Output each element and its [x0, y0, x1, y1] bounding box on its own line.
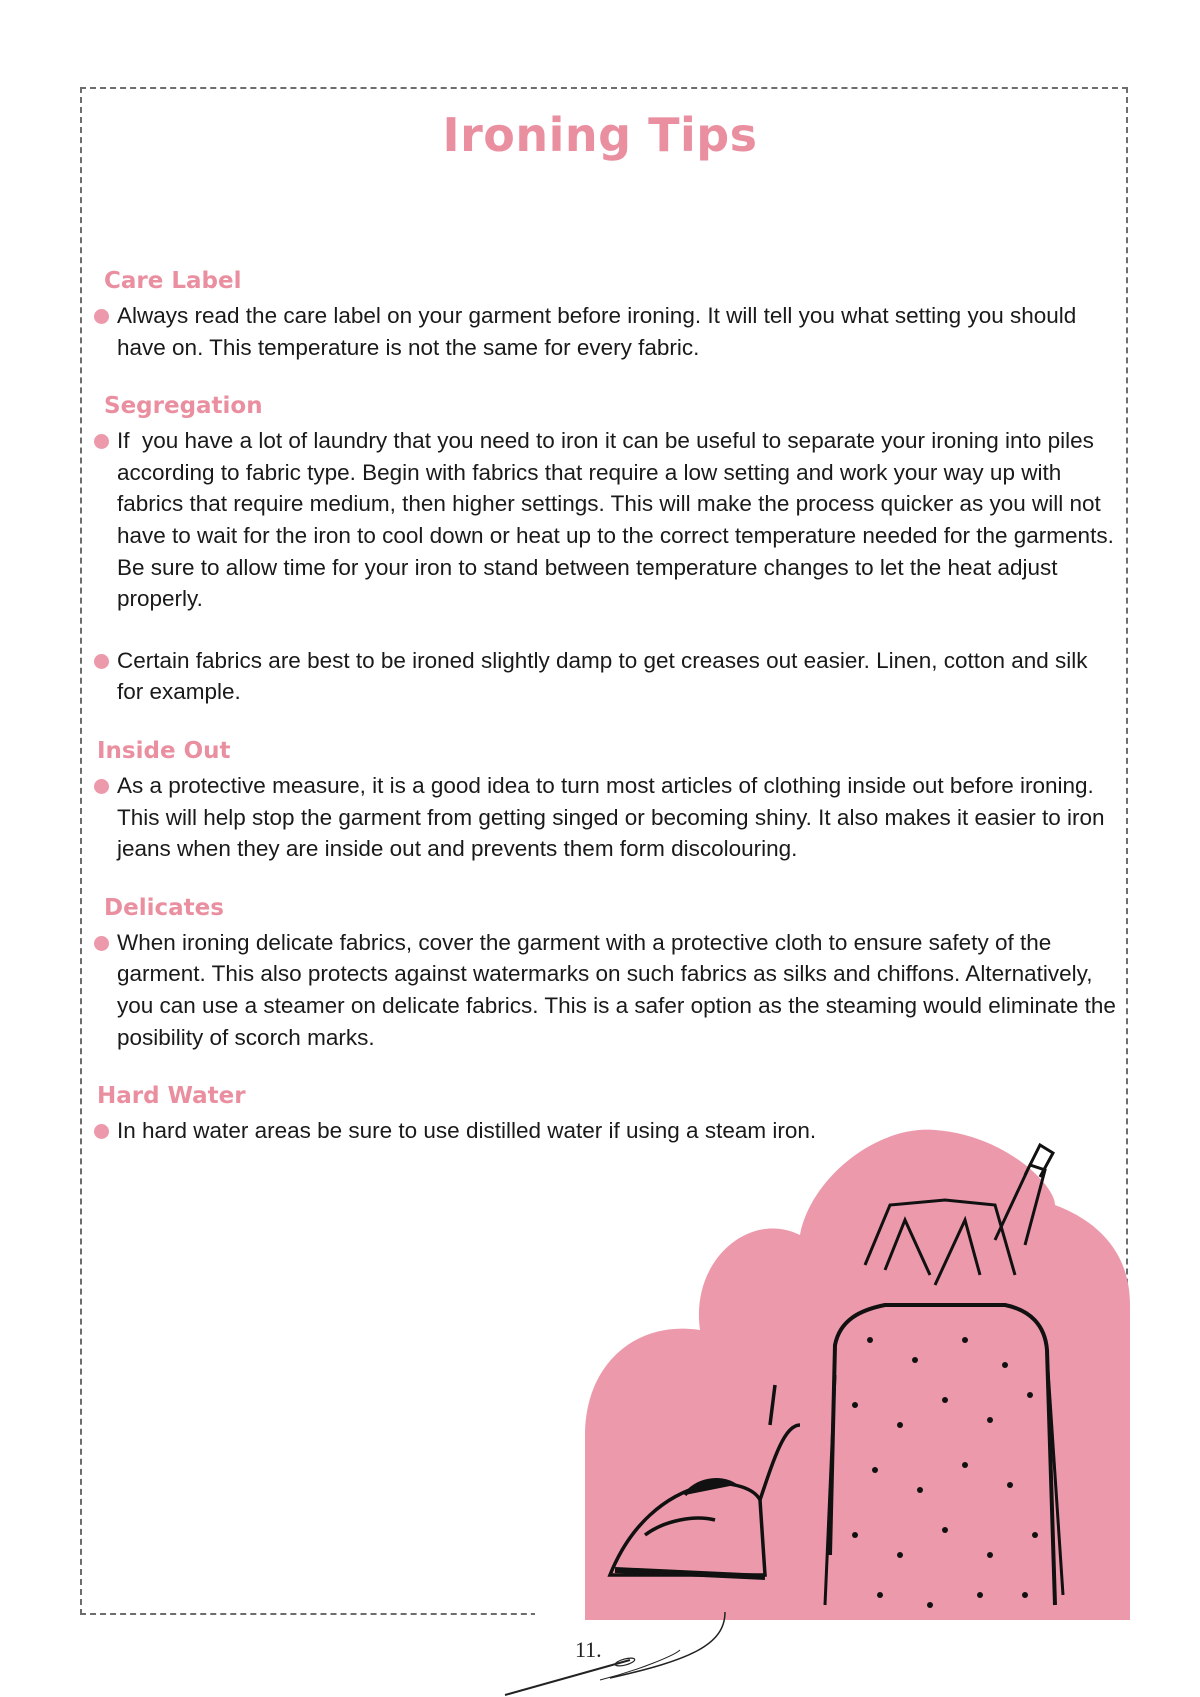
bullet-item	[92, 770, 1117, 865]
bullet-dot-icon	[94, 936, 109, 951]
bullet-item	[92, 300, 1117, 363]
needle-thread-icon	[500, 1600, 740, 1697]
section-heading: Delicates	[104, 894, 224, 921]
page-title: Ironing Tips	[442, 108, 758, 162]
ironing-illustration	[585, 1125, 1130, 1625]
bullet-dot-icon	[94, 309, 109, 324]
bullet-text: Certain fabrics are best to be ironed slightly damp to get creases out easier. Linen, cotton and silk for example.	[117, 647, 1088, 705]
bullet-dot-icon	[94, 654, 109, 669]
bullet-dot-icon	[94, 434, 109, 449]
section-heading: Hard Water	[97, 1083, 246, 1110]
bullet-text: When ironing delicate fabrics, cover the garment with a protective cloth to ensure safety of the garment. This also protects against watermarks on such fabrics as silks and chiffons. Alternatively, you can use a steamer on delicate fabrics. This is a safer option as the steaming would eliminate the posibility of scorch marks.	[117, 929, 1116, 1050]
bullet-dot-icon	[94, 779, 109, 794]
section-segregation	[92, 389, 1121, 708]
tips-content	[92, 264, 1121, 1173]
section-inside-out	[92, 734, 1112, 865]
section-delicates	[92, 891, 1116, 1053]
section-heading: Inside Out	[97, 737, 231, 764]
bullet-text: Always read the care label on your garment before ironing. It will tell you what setting you should have on. This temperature is not the same for every fabric.	[117, 303, 1077, 360]
bullet-text: If you have a lot of laundry that you need to iron it can be useful to separate your ironing into piles according to fabric type. Begin with fabrics that require a low setting and work your way up with fabrics that require medium, then higher settings. This will make the process quicker as you will not have to wait for the iron to cool down or heat up to the correct temperature needed for the garments. Be sure to allow time for your iron to stand between temperature changes to let the heat adjust properly.	[117, 428, 1121, 612]
bullet-text: In hard water areas be sure to use distilled water if using a steam iron.	[117, 1118, 817, 1144]
bullet-dot-icon	[94, 1124, 109, 1139]
section-care-label	[92, 264, 1112, 363]
bullet-item	[92, 927, 1117, 1053]
section-heading: Care Label	[104, 268, 242, 294]
page-number: 11.	[575, 1637, 602, 1662]
section-heading: Segregation	[104, 393, 263, 420]
bullet-item	[92, 425, 1121, 615]
bullet-text: As a protective measure, it is a good idea to turn most articles of clothing inside out before ironing. This will help stop the garment from getting singed or becoming shiny. It also makes it easier to iron jeans when they are inside out and prevents them form discolouring.	[117, 772, 1105, 862]
bullet-item	[92, 645, 1117, 708]
